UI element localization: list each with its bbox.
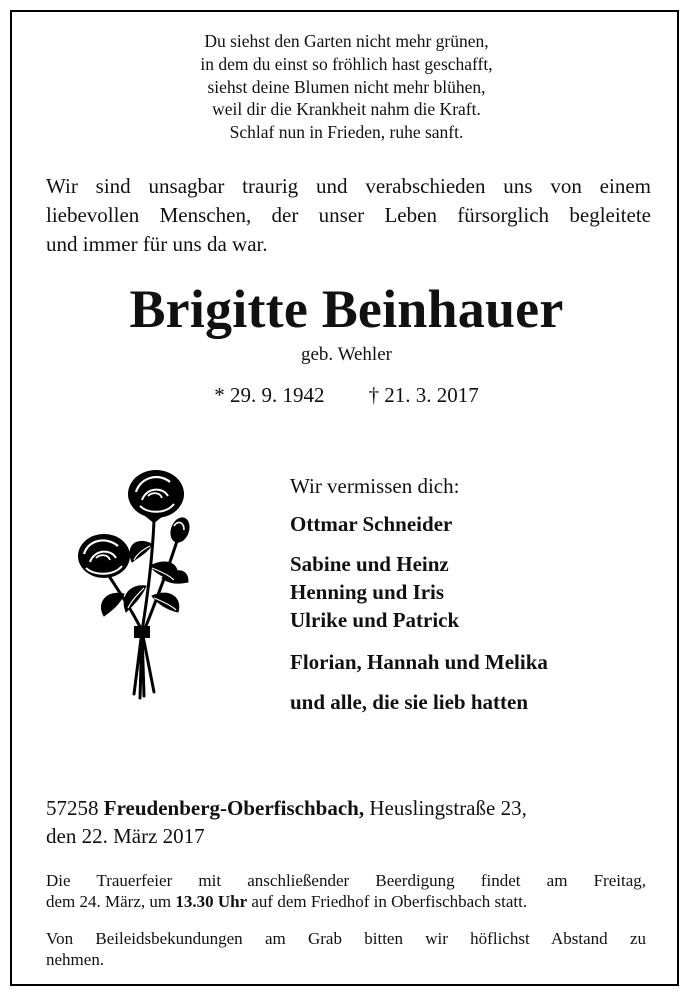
rose-bouquet-icon: [74, 466, 194, 706]
poem-line: Schlaf nun in Frieden, ruhe sanft.: [229, 122, 464, 143]
birth-name: geb. Wehler: [301, 344, 392, 365]
poem-line: Du siehst den Garten nicht mehr grünen,: [204, 31, 489, 51]
condolence-note: [46, 928, 646, 970]
address-block: [46, 794, 651, 850]
family-heading: Wir vermissen dich:: [290, 474, 460, 498]
deceased-name: Brigitte Beinhauer: [129, 279, 564, 339]
town: Freudenberg-Oberfischbach,: [103, 796, 365, 820]
family-member: und alle, die sie lieb hatten: [290, 690, 529, 714]
intro-line: und immer für uns da war.: [46, 232, 268, 256]
poem-line: in dem du einst so fröhlich hast geschafft,: [200, 53, 493, 74]
funeral-line: dem 24. März, um 13.30 Uhr auf dem Friedhof in Oberfischbach statt.: [46, 892, 528, 911]
family-member: Ottmar Schneider: [290, 512, 453, 536]
funeral-info: [46, 870, 646, 912]
family-member: Henning und Iris: [290, 580, 445, 604]
poem-line: siehst deine Blumen nicht mehr blühen,: [207, 76, 486, 97]
intro-text: [46, 172, 651, 259]
date-line: den 22. März 2017: [46, 824, 205, 848]
family-member: Florian, Hannah und Melika: [290, 650, 548, 674]
zip-code: 57258: [46, 796, 99, 820]
condolence-line: nehmen.: [46, 950, 105, 969]
poem: [0, 30, 693, 144]
poem-line: weil dir die Krankheit nahm die Kraft.: [212, 99, 481, 120]
address-line: [46, 794, 651, 822]
intro-line: liebevollen Menschen, der unser Leben fürsorglich begleitete: [46, 203, 651, 227]
funeral-line: Die Trauerfeier mit anschließender Beerdigung findet am Freitag,: [46, 871, 646, 890]
street: Heuslingstraße 23,: [369, 796, 527, 820]
condolence-line: Von Beileidsbekundungen am Grab bitten wir höflichst Abstand zu: [46, 929, 646, 948]
intro-line: Wir sind unsagbar traurig und verabschieden uns von einem: [46, 174, 651, 198]
birth-date: * 29. 9. 1942: [214, 383, 325, 407]
family-member: Ulrike und Patrick: [290, 608, 460, 632]
life-dates: [0, 381, 693, 409]
funeral-time: 13.30 Uhr: [175, 892, 248, 911]
death-date: † 21. 3. 2017: [368, 383, 479, 407]
family-member: Sabine und Heinz: [290, 552, 449, 576]
